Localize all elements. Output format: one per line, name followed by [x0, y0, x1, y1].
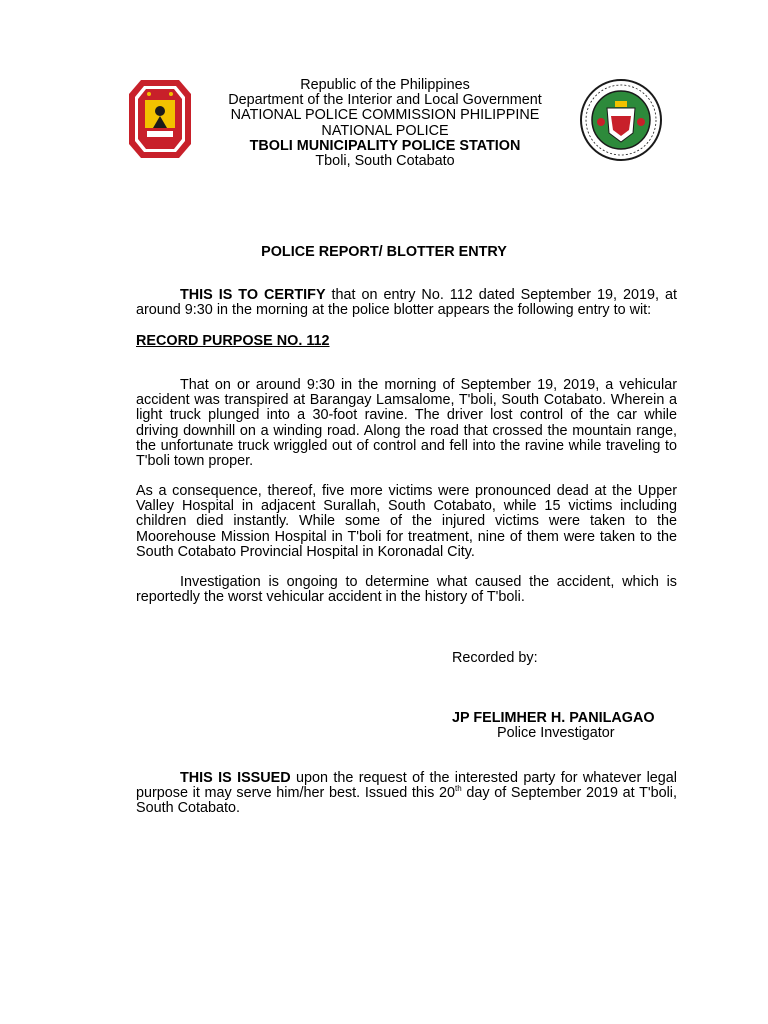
signer-name: JP FELIMHER H. PANILAGAO	[452, 710, 655, 726]
issued-ordinal: th	[454, 784, 462, 794]
investigation-paragraph: Investigation is ongoing to determine what caused the accident, which is reportedly the worst vehicular accident in the history of T'boli.	[136, 574, 677, 606]
certify-lead: THIS IS TO CERTIFY	[180, 287, 326, 303]
document-title: POLICE REPORT/ BLOTTER ENTRY	[261, 244, 507, 260]
issued-lead: THIS IS ISSUED	[180, 770, 291, 786]
pnp-seal-icon	[127, 78, 193, 160]
casualties-paragraph: As a consequence, thereof, five more victims were pronounced dead at the Upper Valley Hospital in adjacent Surallah, South Cotabato, while 15 victims including children died instantly. While some of the injured victims were taken to the Moorehouse Mission Hospital in T'boli for treatment, nine of them were taken to the South Cotabato Provincial Hospital in Koronadal City.	[136, 483, 677, 560]
header-department: Department of the Interior and Local Government	[228, 92, 542, 109]
signer-title: Police Investigator	[497, 725, 615, 741]
issued-text-2: day of September 2019 at T'boli, South Cotabato.	[136, 785, 678, 817]
header-commission: NATIONAL POLICE COMMISSION PHILIPPINE	[230, 107, 540, 124]
accident-paragraph: That on or around 9:30 in the morning of September 19, 2019, a vehicular accident was transpired at Barangay Lamsalome, T'boli, South Cotabato. Wherein a light truck plunged into a 30-foot ravine. The driver lost control of the car while driving downhill on a winding road. Along the road that crossed the mountain range, the unfortunate truck wriggled out of control and fell into the ravine while traveling to T'boli town proper.	[136, 377, 677, 470]
certify-text: that on entry No. 112 dated September 19, 2019, at around 9:30 in the morning at the police blotter appears the following entry to wit:	[136, 287, 677, 319]
header-country: Republic of the Philippines	[300, 77, 470, 93]
record-purpose-heading: RECORD PURPOSE NO. 112	[136, 333, 330, 349]
header-station: TBOLI MUNICIPALITY POLICE STATION	[249, 137, 521, 154]
recorded-by-label: Recorded by:	[452, 650, 538, 666]
issued-text-1: upon the request of the interested party for whatever legal purpose it may serve him/her best. Issued this 20	[136, 770, 677, 802]
tboli-police-station-seal-icon	[571, 78, 671, 162]
issued-paragraph	[136, 771, 677, 817]
header-location: Tboli, South Cotabato	[315, 153, 455, 170]
certify-paragraph	[136, 288, 677, 318]
letterhead	[210, 78, 560, 169]
header-national-police: NATIONAL POLICE	[321, 122, 449, 139]
